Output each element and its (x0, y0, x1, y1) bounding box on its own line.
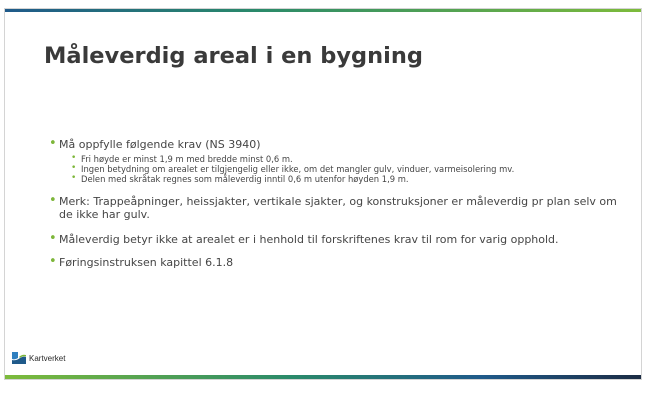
bullet-dot-icon: • (49, 136, 57, 151)
sub-bullet-item (49, 174, 619, 184)
bullet-text: Føringsinstruksen kapittel 6.1.8 (59, 256, 234, 269)
sub-bullet-text: Delen med skråtak regnes som måleverdig inntil 0,6 m utenfor høyden 1,9 m. (81, 174, 409, 184)
bullet-dot-icon: • (49, 231, 57, 246)
bottom-accent-bar (5, 375, 641, 379)
bullet-text: Må oppfylle følgende krav (NS 3940) (59, 138, 261, 151)
bullet-dot-icon: • (49, 193, 57, 208)
bullet-text: Måleverdig betyr ikke at arealet er i henhold til forskriftenes krav til rom for varig opphold. (59, 233, 559, 246)
logo-text: Kartverket (29, 353, 66, 363)
slide-content (49, 138, 619, 269)
sub-bullet-item (49, 154, 619, 164)
bullet-item (49, 195, 619, 221)
sub-bullet-text: Ingen betydning om arealet er tilgjengelig eller ikke, om det mangler gulv, vinduer, varmeisolering mv. (81, 164, 515, 174)
bullet-dot-icon: • (71, 173, 77, 183)
kartverket-logo-icon (11, 351, 27, 365)
bullet-item (49, 256, 619, 269)
bullet-dot-icon: • (71, 163, 77, 173)
slide-title: Måleverdig areal i en bygning (44, 43, 423, 69)
bullet-dot-icon: • (49, 254, 57, 269)
bullet-item (49, 138, 619, 151)
sub-bullet-item (49, 164, 619, 174)
sub-bullet-text: Fri høyde er minst 1,9 m med bredde minst 0,6 m. (81, 154, 293, 164)
presentation-slide (4, 8, 642, 380)
bullet-dot-icon: • (71, 153, 77, 163)
top-accent-bar (5, 9, 641, 12)
kartverket-logo (11, 350, 65, 366)
bullet-text: Merk: Trappeåpninger, heissjakter, vertikale sjakter, og konstruksjoner er måleverdig pr plan selv om de ikke har gulv. (59, 195, 617, 221)
bullet-item (49, 233, 619, 246)
